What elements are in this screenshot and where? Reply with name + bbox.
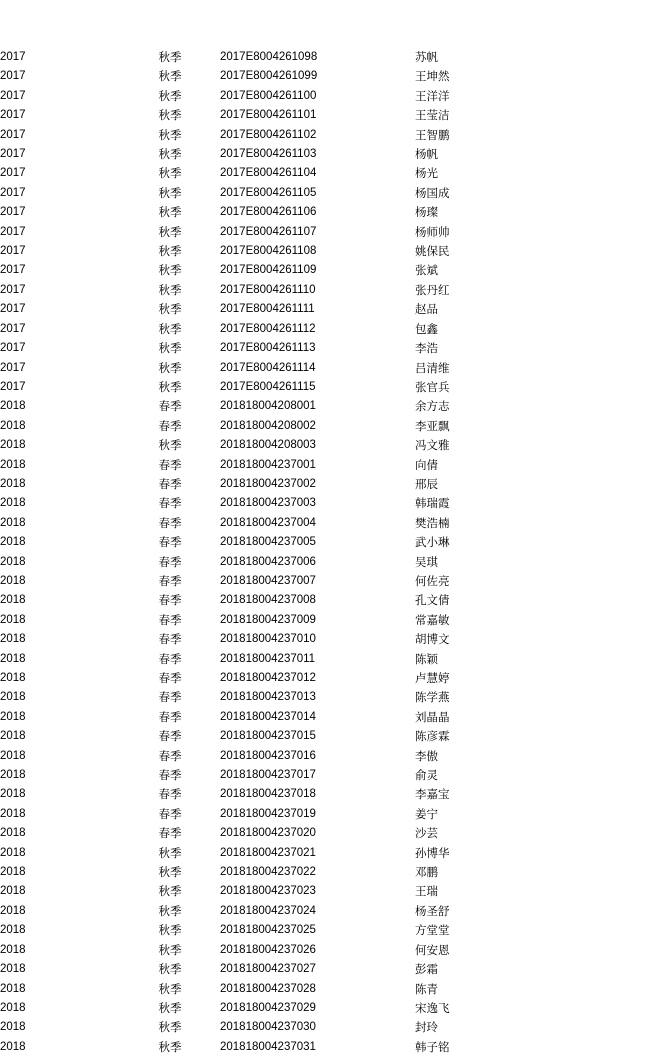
table-row bbox=[0, 320, 662, 339]
cell-student-name: 胡博文 bbox=[415, 632, 450, 647]
cell-term: 秋季 bbox=[158, 282, 182, 297]
table-row bbox=[0, 785, 662, 804]
cell-term: 春季 bbox=[158, 573, 182, 588]
cell-year: 2018 bbox=[0, 477, 26, 490]
table-row bbox=[0, 863, 662, 882]
cell-year: 2017 bbox=[0, 206, 26, 219]
cell-student-name: 王坤然 bbox=[415, 69, 450, 84]
cell-term: 秋季 bbox=[158, 147, 182, 162]
cell-student-name: 杨璨 bbox=[415, 205, 438, 220]
cell-year: 2018 bbox=[0, 807, 26, 820]
cell-term: 春季 bbox=[158, 787, 182, 802]
cell-student-name: 何安恩 bbox=[415, 942, 450, 957]
cell-term: 秋季 bbox=[158, 962, 182, 977]
cell-year: 2018 bbox=[0, 730, 26, 743]
cell-term: 秋季 bbox=[158, 321, 182, 336]
cell-student-name: 李亚飘 bbox=[415, 418, 450, 433]
cell-year: 2018 bbox=[0, 497, 26, 510]
cell-student-name: 卢慧婷 bbox=[415, 671, 450, 685]
cell-year: 2018 bbox=[0, 924, 26, 937]
cell-year: 2017 bbox=[0, 245, 26, 258]
cell-term: 秋季 bbox=[158, 981, 182, 996]
cell-student-id: 2017E8004261101 bbox=[220, 109, 317, 122]
cell-year: 2017 bbox=[0, 342, 26, 355]
cell-student-name: 包鑫 bbox=[415, 321, 438, 336]
cell-year: 2017 bbox=[0, 283, 26, 296]
table-row bbox=[0, 514, 662, 533]
cell-student-name: 孙博华 bbox=[415, 845, 450, 860]
table-row bbox=[0, 747, 662, 766]
cell-student-id: 201818004237031 bbox=[220, 1040, 316, 1053]
table-row bbox=[0, 766, 662, 785]
cell-year: 2018 bbox=[0, 943, 26, 956]
cell-term: 春季 bbox=[158, 496, 182, 511]
cell-student-name: 韩子铭 bbox=[415, 1039, 450, 1054]
cell-year: 2017 bbox=[0, 70, 26, 83]
cell-student-name: 陈颖 bbox=[415, 651, 438, 666]
cell-year: 2017 bbox=[0, 148, 26, 161]
table-row bbox=[0, 882, 662, 901]
cell-term: 秋季 bbox=[158, 302, 182, 317]
cell-student-id: 201818004208001 bbox=[220, 400, 316, 413]
cell-year: 2018 bbox=[0, 982, 26, 995]
cell-student-id: 201818004237010 bbox=[220, 633, 316, 646]
cell-term: 秋季 bbox=[158, 88, 182, 103]
cell-student-id: 201818004237012 bbox=[220, 672, 316, 684]
cell-student-name: 封玲 bbox=[415, 1020, 438, 1035]
cell-year: 2018 bbox=[0, 866, 26, 879]
cell-year: 2018 bbox=[0, 749, 26, 762]
cell-student-id: 201818004237009 bbox=[220, 613, 316, 626]
cell-student-name: 姜宁 bbox=[415, 806, 438, 821]
cell-student-id: 2017E8004261102 bbox=[220, 128, 317, 141]
cell-student-id: 2017E8004261109 bbox=[220, 264, 317, 277]
cell-student-name: 陈青 bbox=[415, 981, 438, 996]
cell-term: 秋季 bbox=[158, 224, 182, 239]
cell-student-name: 陈学燕 bbox=[415, 690, 450, 705]
cell-student-id: 2017E8004261098 bbox=[220, 51, 318, 63]
cell-student-id: 201818004237026 bbox=[220, 943, 316, 956]
cell-student-name: 姚保民 bbox=[415, 244, 450, 259]
cell-term: 春季 bbox=[158, 748, 182, 763]
table-row bbox=[0, 281, 662, 300]
cell-student-name: 刘晶晶 bbox=[415, 709, 450, 724]
cell-student-name: 杨光 bbox=[415, 166, 438, 181]
cell-student-id: 2017E8004261111 bbox=[220, 303, 315, 316]
cell-student-name: 孔文倩 bbox=[415, 593, 450, 608]
cell-student-id: 201818004208003 bbox=[220, 439, 316, 452]
cell-student-id: 2017E8004261113 bbox=[220, 342, 316, 355]
cell-student-name: 李嘉宝 bbox=[415, 787, 450, 802]
table-row bbox=[0, 397, 662, 416]
cell-student-id: 201818004237013 bbox=[220, 691, 316, 704]
cell-term: 秋季 bbox=[158, 438, 182, 453]
cell-student-id: 2017E8004261107 bbox=[220, 225, 317, 238]
cell-term: 春季 bbox=[158, 399, 182, 414]
cell-year: 2018 bbox=[0, 1040, 26, 1053]
cell-year: 2017 bbox=[0, 361, 26, 374]
table-row bbox=[0, 999, 662, 1018]
table-row bbox=[0, 126, 662, 145]
cell-student-id: 201818004237027 bbox=[220, 963, 316, 976]
cell-student-id: 201818004237029 bbox=[220, 1001, 316, 1014]
cell-term: 秋季 bbox=[158, 205, 182, 220]
cell-year: 2017 bbox=[0, 225, 26, 238]
table-row bbox=[0, 67, 662, 86]
cell-student-id: 201818004237001 bbox=[220, 458, 316, 471]
cell-student-name: 苏帆 bbox=[415, 50, 438, 64]
cell-term: 春季 bbox=[158, 476, 182, 491]
cell-year: 2018 bbox=[0, 458, 26, 471]
cell-year: 2017 bbox=[0, 89, 26, 102]
cell-student-name: 王瑞 bbox=[415, 884, 438, 899]
table-row bbox=[0, 475, 662, 494]
table-row bbox=[0, 669, 662, 688]
cell-student-id: 2017E8004261115 bbox=[220, 380, 316, 393]
cell-student-id: 201818004237008 bbox=[220, 594, 316, 607]
cell-year: 2017 bbox=[0, 167, 26, 180]
cell-term: 春季 bbox=[158, 632, 182, 647]
table-row bbox=[0, 1038, 662, 1057]
cell-student-id: 2017E8004261114 bbox=[220, 361, 316, 374]
cell-year: 2018 bbox=[0, 555, 26, 568]
cell-student-name: 张斌 bbox=[415, 263, 438, 278]
cell-year: 2017 bbox=[0, 109, 26, 122]
cell-year: 2018 bbox=[0, 788, 26, 801]
cell-year: 2018 bbox=[0, 594, 26, 607]
table-row bbox=[0, 494, 662, 513]
table-row bbox=[0, 553, 662, 572]
cell-student-name: 宋逸飞 bbox=[415, 1000, 450, 1015]
table-row bbox=[0, 359, 662, 378]
cell-term: 春季 bbox=[158, 651, 182, 666]
cell-student-id: 201818004237004 bbox=[220, 516, 316, 529]
cell-student-id: 201818004237017 bbox=[220, 769, 316, 782]
table-row bbox=[0, 48, 662, 67]
table-row bbox=[0, 844, 662, 863]
cell-term: 秋季 bbox=[158, 50, 182, 64]
cell-term: 秋季 bbox=[158, 69, 182, 84]
cell-student-id: 201818004237011 bbox=[220, 652, 316, 665]
table-row bbox=[0, 1018, 662, 1037]
cell-student-name: 冯文雅 bbox=[415, 438, 450, 453]
cell-student-name: 方堂堂 bbox=[415, 923, 450, 938]
cell-term: 秋季 bbox=[158, 1020, 182, 1035]
cell-student-name: 邢辰 bbox=[415, 476, 438, 491]
cell-year: 2018 bbox=[0, 419, 26, 432]
cell-year: 2018 bbox=[0, 516, 26, 529]
cell-student-name: 王莹洁 bbox=[415, 108, 450, 123]
cell-student-id: 201818004237005 bbox=[220, 536, 316, 549]
cell-student-id: 201818004237022 bbox=[220, 866, 316, 879]
cell-student-name: 邓鹏 bbox=[415, 865, 438, 880]
cell-term: 秋季 bbox=[158, 884, 182, 899]
cell-student-name: 王洋洋 bbox=[415, 88, 450, 103]
cell-term: 春季 bbox=[158, 690, 182, 705]
cell-student-id: 201818004237006 bbox=[220, 555, 316, 568]
cell-year: 2018 bbox=[0, 536, 26, 549]
cell-year: 2018 bbox=[0, 710, 26, 723]
cell-year: 2017 bbox=[0, 380, 26, 393]
cell-year: 2018 bbox=[0, 691, 26, 704]
cell-term: 春季 bbox=[158, 826, 182, 841]
cell-year: 2018 bbox=[0, 633, 26, 646]
table-row bbox=[0, 805, 662, 824]
cell-term: 秋季 bbox=[158, 845, 182, 860]
cell-student-name: 余方志 bbox=[415, 399, 450, 414]
cell-student-id: 2017E8004261108 bbox=[220, 245, 317, 258]
cell-term: 秋季 bbox=[158, 923, 182, 938]
records-table bbox=[0, 48, 662, 1057]
table-row bbox=[0, 436, 662, 455]
cell-year: 2018 bbox=[0, 672, 26, 684]
cell-term: 秋季 bbox=[158, 185, 182, 200]
cell-student-name: 杨师帅 bbox=[415, 224, 450, 239]
table-row bbox=[0, 650, 662, 669]
cell-year: 2018 bbox=[0, 439, 26, 452]
cell-term: 秋季 bbox=[158, 341, 182, 356]
cell-student-id: 201818004237002 bbox=[220, 477, 316, 490]
cell-student-id: 201818004237015 bbox=[220, 730, 316, 743]
cell-term: 春季 bbox=[158, 729, 182, 744]
table-row bbox=[0, 223, 662, 242]
cell-student-name: 常嘉敏 bbox=[415, 612, 450, 627]
table-row bbox=[0, 164, 662, 183]
cell-term: 春季 bbox=[158, 709, 182, 724]
cell-student-id: 2017E8004261106 bbox=[220, 206, 317, 219]
cell-year: 2018 bbox=[0, 827, 26, 840]
cell-student-name: 彭霜 bbox=[415, 962, 438, 977]
cell-student-name: 樊浩楠 bbox=[415, 515, 450, 530]
table-row bbox=[0, 533, 662, 552]
cell-year: 2018 bbox=[0, 769, 26, 782]
table-row bbox=[0, 87, 662, 106]
cell-student-name: 韩瑞霞 bbox=[415, 496, 450, 511]
cell-term: 春季 bbox=[158, 593, 182, 608]
table-row bbox=[0, 921, 662, 940]
cell-student-name: 张官兵 bbox=[415, 379, 450, 394]
cell-year: 2018 bbox=[0, 613, 26, 626]
cell-term: 春季 bbox=[158, 535, 182, 550]
cell-term: 春季 bbox=[158, 457, 182, 472]
table-row bbox=[0, 184, 662, 203]
cell-term: 春季 bbox=[158, 612, 182, 627]
table-row bbox=[0, 902, 662, 921]
table-row bbox=[0, 378, 662, 397]
cell-student-name: 杨帆 bbox=[415, 147, 438, 162]
cell-student-id: 201818004237020 bbox=[220, 827, 316, 840]
cell-term: 秋季 bbox=[158, 127, 182, 142]
cell-year: 2018 bbox=[0, 1001, 26, 1014]
table-row bbox=[0, 611, 662, 630]
cell-term: 秋季 bbox=[158, 263, 182, 278]
cell-student-id: 2017E8004261110 bbox=[220, 283, 316, 296]
cell-term: 春季 bbox=[158, 418, 182, 433]
cell-student-id: 201818004237014 bbox=[220, 710, 316, 723]
cell-student-id: 201818004237024 bbox=[220, 904, 316, 917]
cell-term: 秋季 bbox=[158, 360, 182, 375]
table-row bbox=[0, 145, 662, 164]
cell-student-name: 沙芸 bbox=[415, 826, 438, 841]
table-row bbox=[0, 242, 662, 261]
table-row bbox=[0, 727, 662, 746]
cell-year: 2018 bbox=[0, 885, 26, 898]
cell-term: 秋季 bbox=[158, 1000, 182, 1015]
cell-year: 2018 bbox=[0, 846, 26, 859]
table-row bbox=[0, 960, 662, 979]
cell-student-id: 201818004237025 bbox=[220, 924, 316, 937]
cell-term: 秋季 bbox=[158, 108, 182, 123]
table-row bbox=[0, 941, 662, 960]
cell-term: 春季 bbox=[158, 554, 182, 569]
cell-student-id: 201818004208002 bbox=[220, 419, 316, 432]
cell-term: 秋季 bbox=[158, 903, 182, 918]
table-row bbox=[0, 688, 662, 707]
cell-term: 秋季 bbox=[158, 1039, 182, 1054]
cell-student-name: 王智鹏 bbox=[415, 127, 450, 142]
table-row bbox=[0, 261, 662, 280]
cell-student-name: 赵品 bbox=[415, 302, 438, 317]
cell-student-id: 2017E8004261105 bbox=[220, 186, 317, 199]
table-row bbox=[0, 591, 662, 610]
cell-year: 2018 bbox=[0, 1021, 26, 1034]
cell-student-id: 201818004237007 bbox=[220, 574, 316, 587]
table-row bbox=[0, 980, 662, 999]
table-row bbox=[0, 630, 662, 649]
cell-term: 秋季 bbox=[158, 379, 182, 394]
table-row bbox=[0, 106, 662, 125]
cell-student-id: 201818004237028 bbox=[220, 982, 316, 995]
cell-student-name: 吴琪 bbox=[415, 554, 438, 569]
cell-student-id: 201818004237018 bbox=[220, 788, 316, 801]
cell-student-name: 张丹红 bbox=[415, 282, 450, 297]
table-row bbox=[0, 824, 662, 843]
cell-term: 春季 bbox=[158, 806, 182, 821]
cell-student-name: 陈彦霖 bbox=[415, 729, 450, 744]
table-row bbox=[0, 417, 662, 436]
cell-year: 2018 bbox=[0, 904, 26, 917]
cell-year: 2017 bbox=[0, 128, 26, 141]
cell-year: 2018 bbox=[0, 400, 26, 413]
cell-year: 2017 bbox=[0, 303, 26, 316]
records-table-body bbox=[0, 48, 662, 1057]
cell-year: 2018 bbox=[0, 963, 26, 976]
cell-term: 秋季 bbox=[158, 942, 182, 957]
cell-term: 秋季 bbox=[158, 865, 182, 880]
cell-student-id: 201818004237019 bbox=[220, 807, 316, 820]
cell-student-id: 201818004237030 bbox=[220, 1021, 316, 1034]
cell-term: 秋季 bbox=[158, 244, 182, 259]
table-row bbox=[0, 572, 662, 591]
table-row bbox=[0, 708, 662, 727]
cell-student-name: 李浩 bbox=[415, 341, 438, 356]
cell-student-id: 201818004237016 bbox=[220, 749, 316, 762]
cell-student-id: 201818004237021 bbox=[220, 846, 316, 859]
cell-student-name: 李傲 bbox=[415, 748, 438, 763]
cell-term: 春季 bbox=[158, 768, 182, 783]
cell-student-id: 2017E8004261100 bbox=[220, 89, 317, 102]
cell-year: 2017 bbox=[0, 322, 26, 335]
cell-year: 2018 bbox=[0, 574, 26, 587]
cell-year: 2018 bbox=[0, 652, 26, 665]
cell-term: 春季 bbox=[158, 671, 182, 685]
cell-year: 2017 bbox=[0, 264, 26, 277]
cell-student-id: 2017E8004261112 bbox=[220, 322, 316, 335]
cell-year: 2017 bbox=[0, 51, 26, 63]
table-row bbox=[0, 456, 662, 475]
cell-student-name: 何佐亮 bbox=[415, 573, 450, 588]
cell-term: 秋季 bbox=[158, 166, 182, 181]
cell-term: 春季 bbox=[158, 515, 182, 530]
table-row bbox=[0, 300, 662, 319]
cell-student-name: 吕清维 bbox=[415, 360, 450, 375]
cell-student-name: 向倩 bbox=[415, 457, 438, 472]
cell-student-name: 杨国成 bbox=[415, 185, 450, 200]
table-row bbox=[0, 339, 662, 358]
cell-student-name: 俞灵 bbox=[415, 768, 438, 783]
table-row bbox=[0, 203, 662, 222]
cell-student-id: 2017E8004261104 bbox=[220, 167, 317, 180]
cell-year: 2017 bbox=[0, 186, 26, 199]
cell-student-id: 2017E8004261103 bbox=[220, 148, 317, 161]
cell-student-id: 2017E8004261099 bbox=[220, 70, 318, 83]
cell-student-id: 201818004237003 bbox=[220, 497, 316, 510]
cell-student-name: 武小琳 bbox=[415, 535, 450, 550]
cell-student-id: 201818004237023 bbox=[220, 885, 316, 898]
cell-student-name: 杨圣舒 bbox=[415, 903, 450, 918]
